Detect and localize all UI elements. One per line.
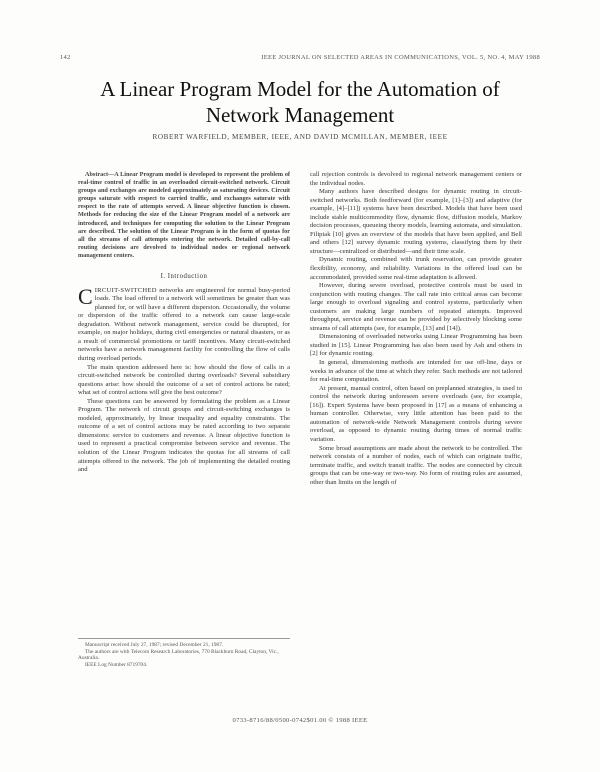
right-paragraph-4: However, during severe overload, protective controls must be used in conjunction with routing changes. The call rate into critical areas can become large enough to overload signaling and control systems, particularly when customers are making large numbers of repeated attempts. Improved throughput, service and revenue can be provided by selectively blocking some streams of call attempts (see, for example, [13] and [14]). [310, 282, 522, 332]
footnote-received: Manuscript received July 27, 1987; revised December 21, 1987. [85, 642, 224, 648]
right-paragraph-6: In general, dimensioning methods are intended for use off-line, days or weeks in advance of the time at which they refer. Such methods are not tailored for real-time computation. [310, 359, 522, 384]
page-number: 142 [60, 54, 71, 61]
lead-word: IRCUIT-SWITCHED [94, 286, 157, 294]
right-column [310, 171, 522, 487]
section-heading-introduction: I. Introduction [160, 273, 208, 281]
intro-paragraph-3: These questions can be answered by formulating the problem as a Linear Program. The network of circuit groups and circuit-switching exchanges is modeled, approximately, by linear inequality and equality constraints. The outcome of a set of control actions may be rated according to two separate dimensions: service to customers and revenue. A linear objective function is used to represent a practical compromise between service and revenue. The solution of the Linear Program indicates the quotas for all streams of call attempts offered to the network. The job of implementing the detailed routing and [78, 397, 290, 474]
intro-paragraph-1 [78, 283, 290, 364]
footnote-affiliation: The authors are with Telecom Research Laboratories, 770 Blackburn Road, Clayton, Vic., Australia. [78, 648, 279, 662]
right-paragraph-8: Some broad assumptions are made about the network to be controlled. The network consists of a number of nodes, each of which can originate traffic, terminate traffic, and switch transit traffic. The nodes are connected by circuit groups that can be one-way or two-way. No form of routing rules are assumed, other than limits on the length of [310, 444, 522, 486]
drop-cap: C [78, 283, 93, 309]
paper-title [40, 76, 560, 128]
right-paragraph-5: Dimensioning of overloaded networks using Linear Programming has been studied in [15]. Linear Programming has also been used by Ash and others in [2] for dynamic routing. [310, 333, 522, 358]
title-line-2: Network Management [205, 103, 395, 127]
abstract [78, 171, 290, 260]
right-paragraph-7: At present, manual control, often based on preplanned strategies, is used to control the network during unforeseen severe overloads (see, for example, [16]). Expert Systems have been proposed in [17] as a means of enhancing a human controller. Otherwise, very little attention has been paid to the automation of network-wide Network Management controls during severe overload, as opposed to dynamic routing during times of normal traffic variation. [310, 384, 522, 443]
author-line: ROBERT WARFIELD, MEMBER, IEEE, AND DAVID MCMILLAN, MEMBER, IEEE [152, 133, 448, 141]
left-column [78, 171, 290, 475]
journal-title: IEEE JOURNAL ON SELECTED AREAS IN COMMUNICATIONS, VOL. 5, NO. 4, MAY 1988 [261, 54, 540, 61]
intro-paragraph-1-text: networks are engineered for normal busy-period loads. The load offered to a network will sometimes be greater than was planned for, or will have a different dispersion. Occasionally, the volume or dispersion of the traffic offered to a network can cause large-scale degradation. Without network management, service could be disrupted, for example, on major holidays, during civil emergencies or natural disasters, or as a result of commercial promotions or tariff incentives. Many circuit-switched networks have a network management facility for controlling the flow of calls during overload periods. [78, 286, 290, 362]
footnote-ieee-log: IEEE Log Number 8719704. [85, 661, 148, 668]
copyright-code: 0733-8716/88/0500-0742$01.00 © 1988 IEEE [232, 717, 368, 724]
first-page-footnote [78, 638, 290, 668]
right-paragraph-1: call rejection controls is devolved to regional network management centers or the individual nodes. [310, 171, 522, 187]
right-paragraph-2: Many authors have described designs for dynamic routing in circuit-switched networks. Both feedforward (for example, [1]–[3]) and adaptive (for example, [4]–[11]) systems have been described. Models that have been used include stable multicommodity flow, dynamic flow, diffusion models, Markov decision processes, queueing theory models, learning automata, and simulation. Filipiak [10] gives an overview of the models that have been applied, and Bell and others [12] survey dynamic routing systems, classifying them by their structure—centralized or distributed—and their time scale. [310, 188, 522, 255]
intro-paragraph-2: The main question addressed here is: how should the flow of calls in a circuit-switched network be controlled during overloads? Several subsidiary questions arise: how should the outcome of a set of control actions be rated; what set of control actions will give the best outcome? [78, 363, 290, 397]
title-line-1: A Linear Program Model for the Automation of [100, 77, 500, 101]
abstract-text: Abstract—A Linear Program model is developed to represent the problem of real-time control of traffic in an overloaded circuit-switched network. Circuit groups and exchanges are modeled approximately as saturating devices. Circuit groups saturate with respect to carried traffic, and exchanges saturate with respect to the rate of attempts served. A linear objective function is chosen. Methods for reducing the size of the Linear Program model of a network are introduced, and techniques for computing the solution to the Linear Program are described. The solution of the Linear Program is in the form of quotas for all the streams of call attempts entering the network. Detailed call-by-call routing decisions are devolved to individual nodes or regional network management centers. [78, 171, 290, 259]
right-paragraph-3: Dynamic routing, combined with trunk reservation, can provide greater flexibility, economy, and reliability. Variations in the offered load can be accommodated, provided some real-time adaptation is allowed. [310, 256, 522, 281]
